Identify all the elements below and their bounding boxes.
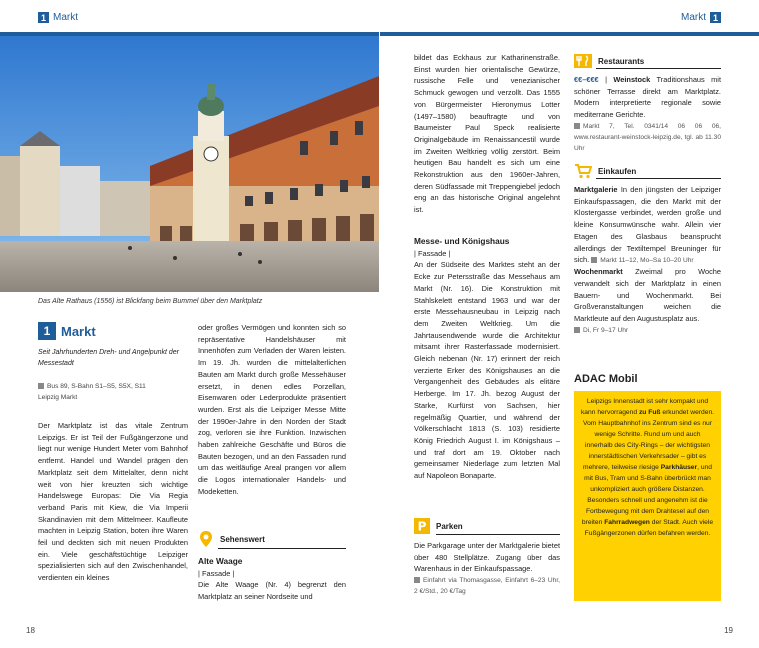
venue-info: Markt 11–12, Mo–Sa 10–20 Uhr <box>600 257 694 265</box>
shopping-cart-icon <box>574 163 592 179</box>
header-right <box>681 12 721 23</box>
alte-waage-title: Alte Waage <box>198 556 243 566</box>
location-pin-icon <box>198 530 214 548</box>
parking-icon <box>414 518 430 534</box>
restaurant-icon <box>574 54 592 68</box>
einkaufen-section <box>574 184 721 336</box>
adac-text: Leipzigs Innenstadt ist sehr kompakt und kann hervorragend <box>580 398 709 416</box>
section-title-text: Markt <box>61 323 96 339</box>
chapter-number: 1 <box>710 12 721 23</box>
section-subtitle: Seit Jahrhunderten Dreh- und Angelpunkt der Messestadt <box>38 349 179 367</box>
messe-title: Messe- und Königshaus <box>414 236 510 246</box>
col2-body <box>198 322 346 498</box>
messe-type: | Fassade | <box>414 248 451 258</box>
page-number-right: 19 <box>724 626 733 635</box>
adac-title: ADAC Mobil <box>574 373 638 385</box>
messe-section <box>414 236 560 482</box>
restaurants-header <box>574 54 644 68</box>
paragraph: Die Parkgarage unter der Marktgalerie bietet über 480 Stellplätze. Zugang über das Warenhaus in der Einkaufspassage. <box>414 541 560 574</box>
venue-body: Traditionshaus mit schöner Terrasse direkt am Marktplatz. Modern interpretierte regionale sowie mediterrane Gerichte. <box>574 75 721 120</box>
paragraph: Der Marktplatz ist das vitale Zentrum Leipzigs. Er ist Teil der Fußgängerzone und liegt nur wenige Hundert Meter vom Bahnhof entfernt. Handel und Wandel prägen den Marktplatz seit dem Mittelalter, denn nicht weit von hier kreuzten sich wichtige Handelswege Europas: Die Via Regia verband Paris mit Kiew, die Via Imperii Skandinavien mit dem Mittelmeer. Kaufleute machten in Leipzig Station, boten ihre Waren feil und deckten sich mit neuen Produkten ein. Viele geschäftstüchtige Leipziger spezialisierten sich auf den Zwischenhandel, verdienten ein kleines <box>38 421 188 583</box>
page-number-left: 18 <box>26 626 35 635</box>
adac-highlight: zu Fuß <box>638 409 661 416</box>
restaurants-label: Restaurants <box>598 56 645 66</box>
parken-info: Einfahrt via Thomasgasse, Einfahrt 6–23 Uhr, 2 €/Std., 20 €/Tag <box>414 577 560 596</box>
transit-stop: Leipzig Markt <box>38 394 78 401</box>
transit-lines: Bus 89, S-Bahn S1–S5, S5X, S11 <box>47 383 146 390</box>
header-left <box>38 12 78 23</box>
venue-name: Wochenmarkt <box>574 267 623 277</box>
town-hall-photo <box>0 36 379 292</box>
markt-body <box>38 420 188 584</box>
adac-box <box>574 391 721 601</box>
col3-body <box>414 52 560 216</box>
divider <box>218 548 346 549</box>
divider <box>596 178 721 179</box>
adac-text: der Stadt. Auch viele Fußgängerzonen dürfen befahren werden. <box>584 519 714 537</box>
adac-text: erkundet werden. Vom Hauptbahnhof ins Zentrum sind es nur wenige Schritte. Rund um und auch innerhalb des City-Rings – der wichtigsten innerstädtischen Verkehrsader – gibt es mehrere, teilweise riesige <box>583 409 715 471</box>
transit-info <box>38 381 188 403</box>
weinstock: €€–€€€ | Weinstock Traditionshaus mit schöner Terrasse direkt am Marktplatz. Modern interpretierte regionale sowie mediterrane Gerichte. Markt 7, Tel. 0341/14 06 06 06, www.restaurant-weinstock-leipzig.de, tgl. ab 11.30 Uhr <box>574 75 721 152</box>
paragraph: bildet das Eckhaus zur Katharinenstraße. Einst wurden hier orientalische Gewürze, russische Felle und venezianischer Schmuck gewogen und verzollt. Das 1555 von Bürgermeister Hieronymus Lotter (1497–1580) beauftragte und von Baumeister Paul Speck realisierte Originalgebäude im Renaissancestil wurde im Zweiten Weltkrieg völlig zerstört. Beim heutigen Bau handelt es sich um eine Rekonstruktion aus den 1960er-Jahren, deren Südfassade mit Treppengiebel jedoch eng an das historische Original angelehnt ist. <box>414 53 560 215</box>
parken-label: Parken <box>436 521 463 531</box>
parken-section <box>414 540 560 597</box>
parken-header <box>414 518 463 534</box>
divider <box>436 534 560 535</box>
venue-name: Weinstock <box>613 75 651 84</box>
price-level: €€–€€€ <box>574 75 599 84</box>
einkaufen-label: Einkaufen <box>598 166 637 176</box>
info-icon <box>414 577 420 583</box>
alte-waage-type: | Fassade | <box>198 568 235 578</box>
chapter-title: Markt <box>53 12 78 23</box>
info-icon <box>574 327 580 333</box>
adac-text: , und mit Bus, Tram und S-Bahn überbrückt man unkompliziert auch größere Distanzen. Besonders schnell und angenehm ist die Fortbewegung mit dem Drahtesel auf den breiten <box>581 464 712 526</box>
venue-body: Zweimal pro Woche verwandelt sich der Marktplatz in einen Bauern- und Wochenmarkt. Bei Großveranstaltungen weichen die Marktleute auf den Augustusplatz aus. <box>574 267 722 324</box>
info-icon <box>574 123 580 129</box>
info-icon <box>591 257 597 263</box>
venue-info: Di, Fr 9–17 Uhr <box>583 326 629 334</box>
chapter-title: Markt <box>681 12 706 23</box>
photo-caption: Das Alte Rathaus (1556) ist Blickfang beim Bummel über den Marktplatz <box>38 298 263 305</box>
adac-highlight: Parkhäuser <box>660 464 698 471</box>
adac-highlight: Fahrradwegen <box>604 519 650 526</box>
bus-icon <box>38 383 44 389</box>
paragraph: Die Alte Waage (Nr. 4) begrenzt den Marktplatz an seiner Nordseite und <box>198 580 346 602</box>
paragraph: oder großes Vermögen und konnten sich so repräsentative Handelshäuser mit Innenhöfen zum Verladen der Waren leisten. Im 19. Jh. wurden die mittelalterlichen Bauten am Markt durch große Messehäuser ersetzt, in denen edles Porzellan, Eisenwaren oder Lederprodukte präsentiert wurden. Erst als die Leipziger Messe Mitte der 1990er-Jahre in den Norden der Stadt zog, verloren sie ihre Funktion. Inzwischen haben zahlreiche Geschäfte und Büros die Bauten bezogen, und an den Fassaden rund um das weitläufige Areal prangen vor allem die Logos internationaler Handels- und Modeketten. <box>198 323 346 496</box>
sehenswert-header <box>198 530 346 548</box>
chapter-number: 1 <box>38 12 49 23</box>
sehenswert-label: Sehenswert <box>220 534 265 544</box>
svg-text:P: P <box>417 519 427 534</box>
alte-waage <box>198 556 346 603</box>
header-rule <box>380 32 759 36</box>
section-number: 1 <box>38 322 56 340</box>
venue-body: In den jüngsten der Leipziger Einkaufspassagen, die den Markt mit der Klostergasse verbindet, werden große und kleine Konsumwünsche wahr. Allein vier Etagen des Glasbaus beansprucht allerdings der Textiltempel Breuninger für sich. <box>574 185 722 265</box>
paragraph: An der Südseite des Marktes steht an der Ecke zur Petersstraße das Messehaus am Markt (Nr. 16). Die Konstruktion mit Stahlskelett entstand 1963 und war der erste Messehausneubau in Leipzig nach dem Zweiten Weltkrieg. Um die Jahrtausendwende wurde die Architektur mitsamt ihrer Rasterfassade modernisiert. Gleich nebenan (Nr. 17) erinnert der reich verzierte Erker des Königshauses an die Vergangenheit des Gebäudes als elitäre Herberge. Im 17. Jh. bezog August der Starke, Kurfürst von Sachsen, hier regelmäßig Quartier, und während der Völkerschlacht 1813 (S. 103) residierte König Friedrich August I. im Königshaus – und traf dort am 19. Oktober nach gemeinsamer Niederlage zum letzten Mal auf Napoleon Bonaparte. <box>414 260 560 481</box>
divider <box>596 68 721 69</box>
einkaufen-header <box>574 163 636 179</box>
venue-info: Markt 7, Tel. 0341/14 06 06 06, www.restaurant-weinstock-leipzig.de, tgl. ab 11.30 Uhr <box>574 122 721 152</box>
section-title <box>38 322 96 340</box>
venue-name: Marktgalerie <box>574 185 618 194</box>
